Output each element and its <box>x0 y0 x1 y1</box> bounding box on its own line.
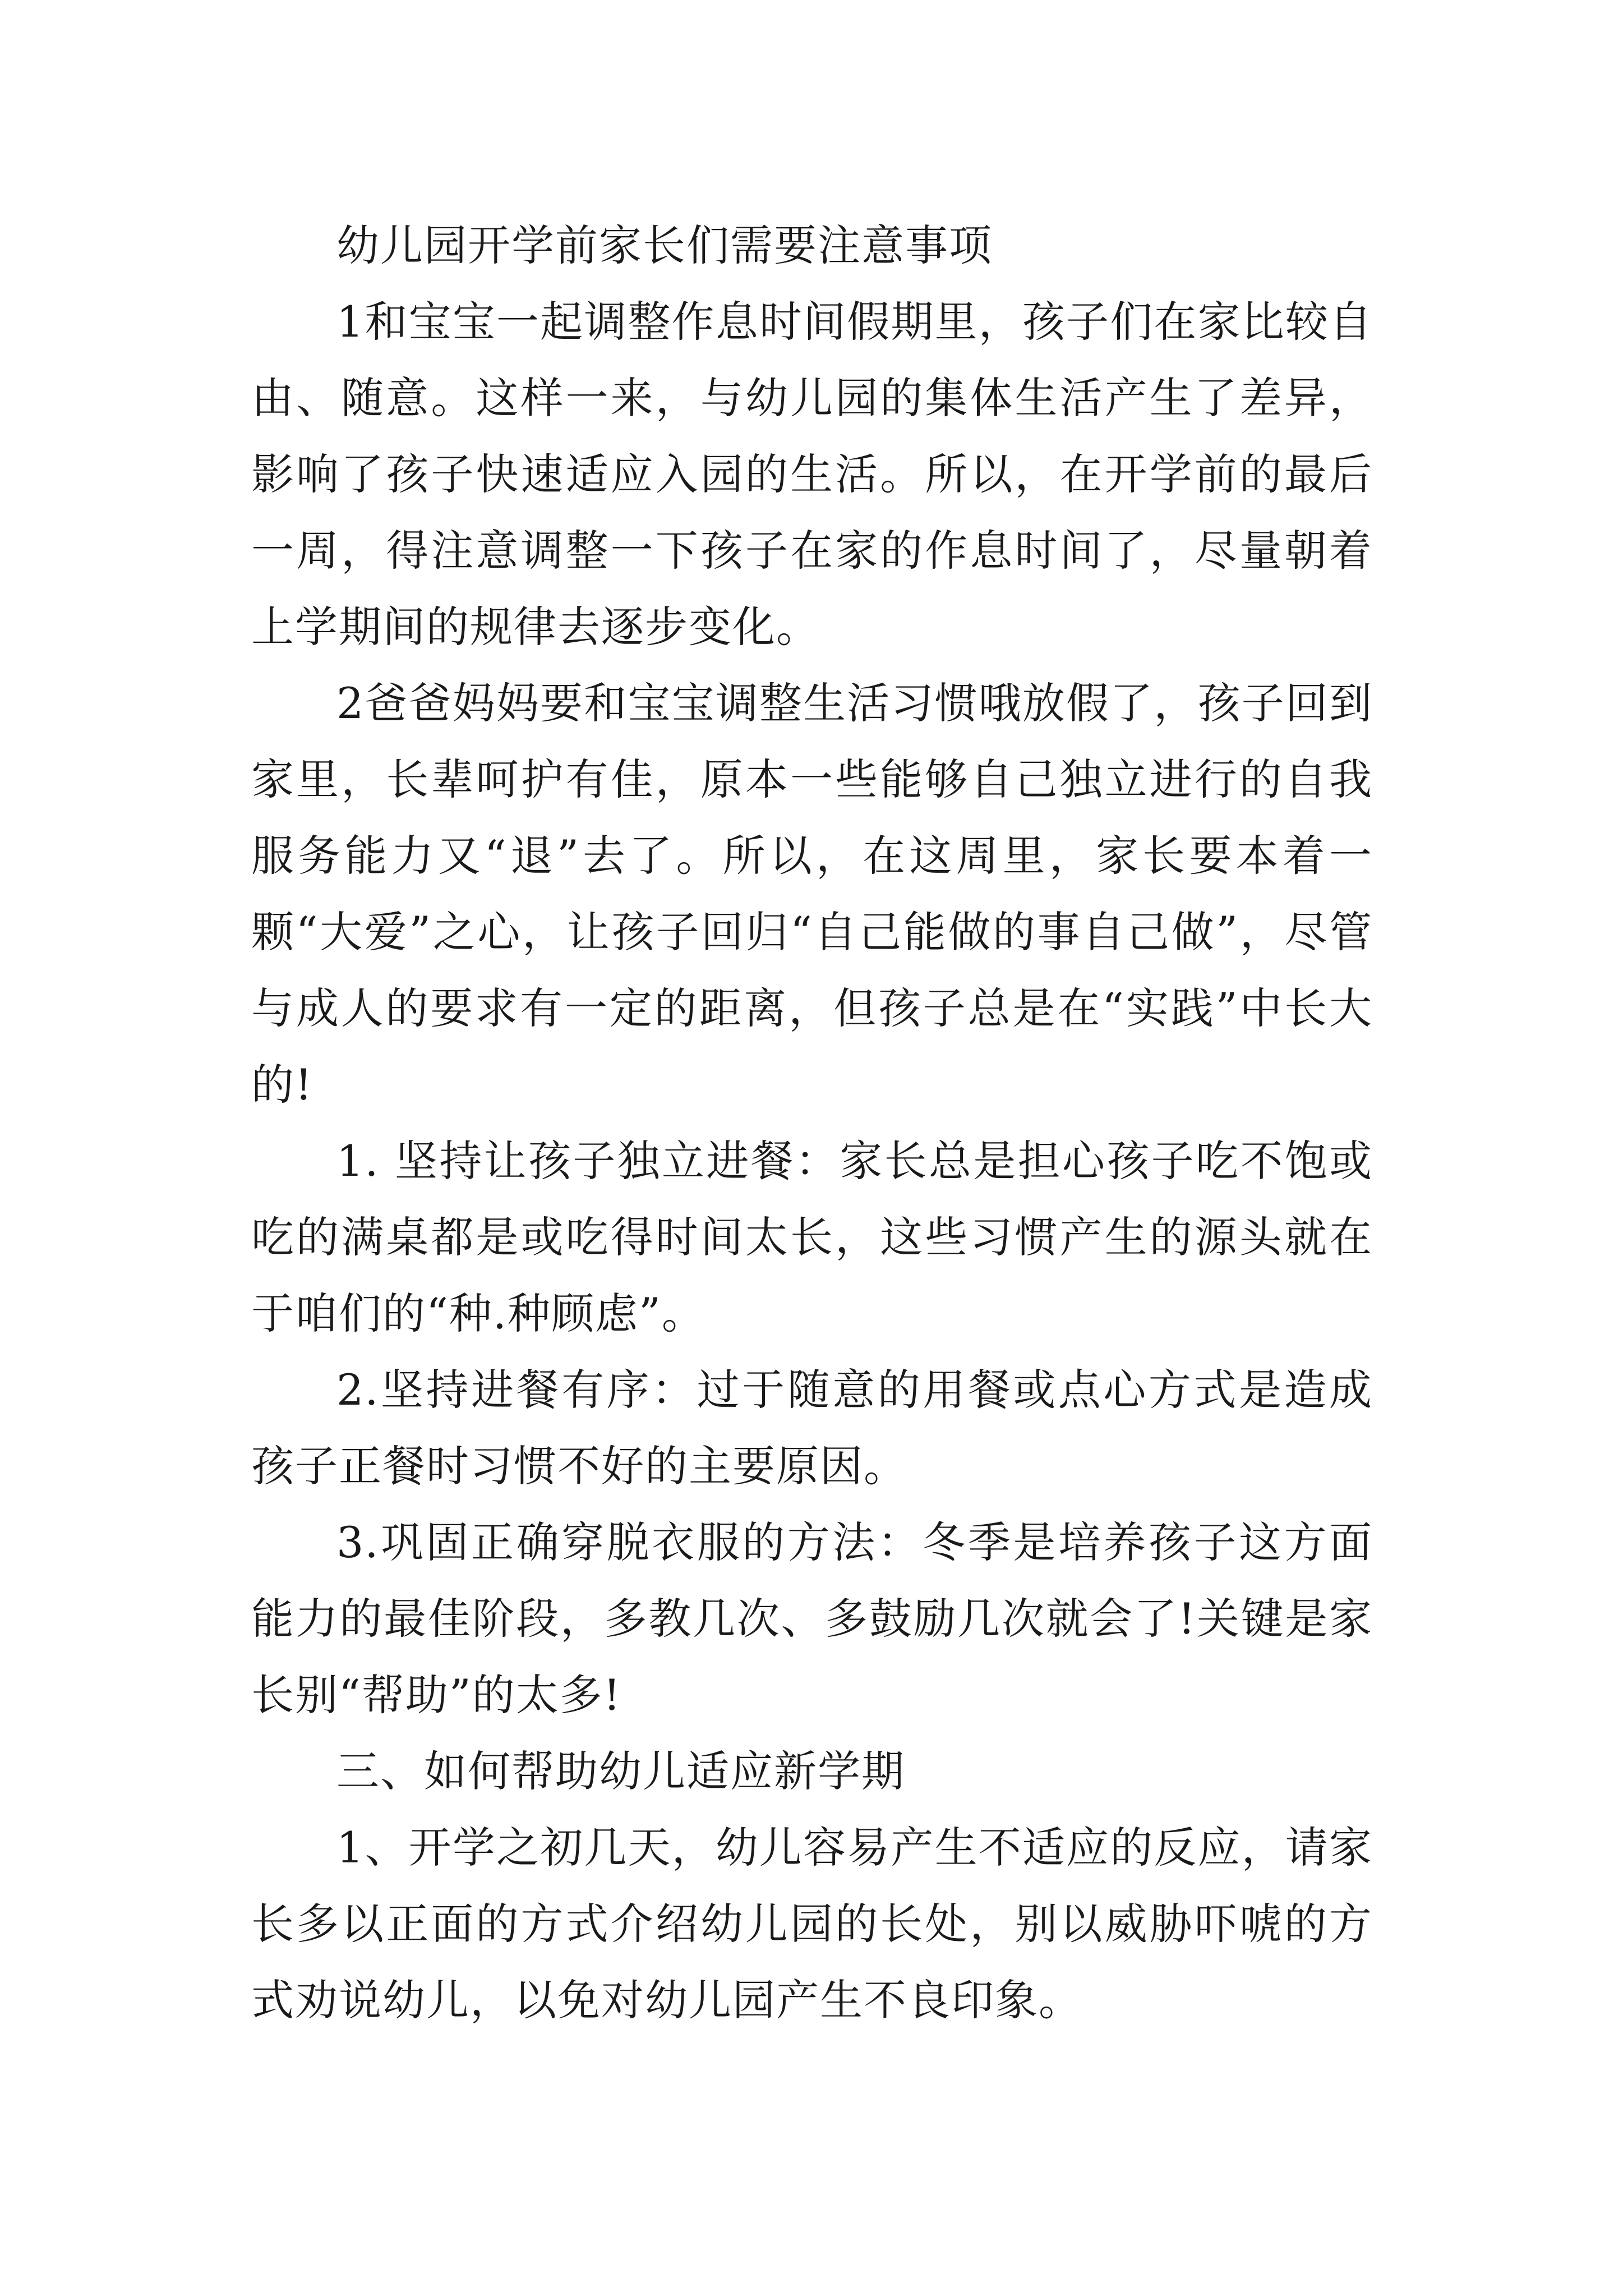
document-body <box>251 208 1373 2039</box>
paragraph-first-days: 1、开学之初几天，幼儿容易产生不适应的反应，请家长多以正面的方式介绍幼儿园的长处，别以威胁吓唬的方式劝说幼儿，以免对幼儿园产生不良印象。 <box>251 1823 1373 2025</box>
document-title: 幼儿园开学前家长们需要注意事项 <box>336 220 993 270</box>
paragraph-independent-eating: 1. 坚持让孩子独立进餐：家长总是担心孩子吃不饱或吃的满桌都是或吃得时间太长，这些习惯产生的源头就在于咱们的“种.种顾虑”。 <box>251 1136 1373 1338</box>
paragraph-adjust-habits: 2爸爸妈妈要和宝宝调整生活习惯哦放假了，孩子回到家里，长辈呵护有佳，原本一些能够自己独立进行的自我服务能力又“退”去了。所以，在这周里，家长要本着一颗“大爱”之心，让孩子回归“自己能做的事自己做”，尽管与成人的要求有一定的距离，但孩子总是在“实践”中长大的! <box>251 678 1373 1110</box>
section-heading-new-term: 三、如何帮助幼儿适应新学期 <box>336 1746 905 1796</box>
paragraph-orderly-meals: 2.坚持进餐有序：过于随意的用餐或点心方式是造成孩子正餐时习惯不好的主要原因。 <box>251 1365 1373 1491</box>
paragraph-dressing: 3.巩固正确穿脱衣服的方法：冬季是培养孩子这方面能力的最佳阶段，多教几次、多鼓励几次就会了!关键是家长别“帮助”的太多! <box>251 1517 1373 1720</box>
paragraph-adjust-schedule: 1和宝宝一起调整作息时间假期里，孩子们在家比较自由、随意。这样一来，与幼儿园的集体生活产生了差异，影响了孩子快速适应入园的生活。所以，在开学前的最后一周，得注意调整一下孩子在家的作息时间了，尽量朝着上学期间的规律去逐步变化。 <box>251 297 1373 652</box>
